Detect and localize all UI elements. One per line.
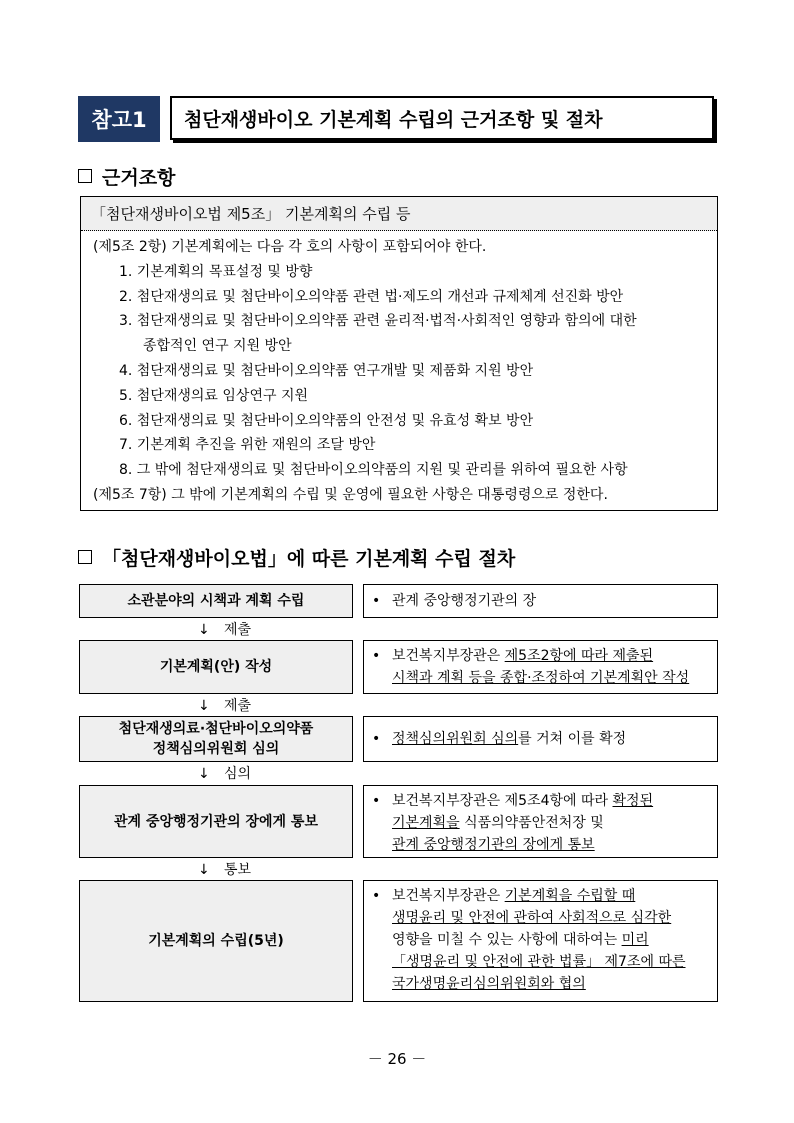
law-item: 5. 첨단재생의료 임상연구 지원 xyxy=(119,387,308,404)
step-label-line: 기본계획의 수립(5년) xyxy=(148,933,284,949)
plain-text: 영향을 미칠 수 있는 사항에 대하여는 xyxy=(392,932,622,948)
description-line xyxy=(392,790,713,812)
page-title-text: 첨단재생바이오 기본계획 수립의 근거조항 및 절차 xyxy=(184,108,603,131)
procedure-step-description xyxy=(363,640,718,694)
section-heading-basis xyxy=(78,163,175,189)
bullet-icon: • xyxy=(372,648,381,664)
page-number: － 26 － xyxy=(367,1050,427,1068)
underlined-text: 미리 xyxy=(621,932,649,948)
underlined-text: 확정된 xyxy=(612,793,654,809)
bullet-icon: • xyxy=(372,888,381,904)
flow-arrow xyxy=(198,696,251,716)
description-line xyxy=(392,885,713,907)
checkbox-square-icon xyxy=(78,550,92,564)
down-arrow-icon: ↓ xyxy=(198,622,210,638)
flow-arrow-label: 심의 xyxy=(224,766,252,782)
underlined-text: 정책심의위원회 심의 xyxy=(392,731,519,747)
description-line xyxy=(392,645,713,667)
section-heading-text: 근거조항 xyxy=(102,166,176,189)
law-item: 7. 기본계획 추진을 위한 재원의 조달 방안 xyxy=(119,437,376,454)
plain-text: 를 거쳐 이를 확정 xyxy=(518,731,627,747)
plain-text: 식품의약품안전처장 및 xyxy=(459,815,604,831)
procedure-step-label xyxy=(79,584,353,618)
description-line xyxy=(392,973,713,995)
procedure-step-description xyxy=(363,584,718,618)
plain-text: 보건복지부장관은 제5조4항에 따라 xyxy=(392,793,613,809)
step-label-line: 소관분야의 시책과 계획 수립 xyxy=(127,593,305,609)
page-title xyxy=(170,96,714,140)
step-label-line: 첨단재생의료·첨단바이오의약품 xyxy=(118,721,314,737)
description-line xyxy=(392,728,713,750)
procedure-step-label xyxy=(79,716,353,762)
flow-arrow xyxy=(198,620,251,640)
step-label-line: 기본계획(안) 작성 xyxy=(159,659,273,675)
plain-text: 보건복지부장관은 xyxy=(392,888,505,904)
clause-2-intro: (제5조 2항) 기본계획에는 다음 각 호의 사항이 포함되어야 한다. xyxy=(93,239,487,255)
underlined-text: 생명윤리 및 안전에 관하여 사회적으로 심각한 xyxy=(392,910,672,926)
down-arrow-icon: ↓ xyxy=(198,862,210,878)
underlined-text: 관계 중앙행정기관의 장에게 통보 xyxy=(392,837,595,853)
law-article-title xyxy=(81,197,717,231)
description-line xyxy=(392,667,713,689)
procedure-step-label xyxy=(79,640,353,694)
law-item: 3. 첨단재생의료 및 첨단바이오의약품 관련 윤리적·법적·사회적인 영향과 함의에 대한 xyxy=(119,313,637,330)
flow-arrow-label: 통보 xyxy=(224,862,252,878)
step-label-line: 관계 중앙행정기관의 장에게 통보 xyxy=(114,813,318,830)
description-line xyxy=(392,929,713,951)
bullet-icon: • xyxy=(372,593,381,609)
description-line xyxy=(392,590,713,612)
procedure-step-label xyxy=(79,880,353,1002)
law-article-title-text: 「첨단재생바이오법 제5조」 기본계획의 수립 등 xyxy=(91,205,411,223)
description-line xyxy=(392,907,713,929)
down-arrow-icon: ↓ xyxy=(198,698,210,714)
checkbox-square-icon xyxy=(78,169,92,183)
section-heading-text: 「첨단재생바이오법」에 따른 기본계획 수립 절차 xyxy=(102,547,516,570)
underlined-text: 기본계획을 xyxy=(392,815,460,831)
section-heading-procedure xyxy=(78,544,515,570)
reference-tag: 참고1 xyxy=(78,96,160,142)
down-arrow-icon: ↓ xyxy=(198,766,210,782)
procedure-step-description xyxy=(363,785,718,858)
flow-arrow xyxy=(198,764,251,784)
underlined-text: 기본계획을 수립할 때 xyxy=(504,888,636,904)
clause-7: (제5조 7항) 그 밖에 기본계획의 수립 및 운영에 필요한 사항은 대통령령으로 정한다. xyxy=(93,486,608,503)
plain-text: 관계 중앙행정기관의 장 xyxy=(392,593,537,609)
description-line xyxy=(392,812,713,834)
underlined-text: 시책과 계획 등을 종합·조정하여 기본계획안 작성 xyxy=(392,670,690,686)
flow-arrow-label: 제출 xyxy=(224,698,252,714)
procedure-step-description xyxy=(363,716,718,762)
law-item-continuation: 종합적인 연구 지원 방안 xyxy=(143,338,292,355)
bullet-icon: • xyxy=(372,793,381,809)
bullet-icon: • xyxy=(372,731,381,747)
law-article-body xyxy=(81,231,717,508)
plain-text: 보건복지부장관은 xyxy=(392,648,505,664)
underlined-text: 제5조2항에 따라 제출된 xyxy=(504,648,654,664)
law-article-box xyxy=(80,196,718,511)
procedure-step-description xyxy=(363,880,718,1002)
description-line xyxy=(392,951,713,973)
underlined-text: 「생명윤리 및 안전에 관한 법률」 제7조에 따른 xyxy=(392,954,686,970)
law-item: 6. 첨단재생의료 및 첨단바이오의약품의 안전성 및 유효성 확보 방안 xyxy=(119,412,534,429)
procedure-step-label xyxy=(79,785,353,858)
flow-arrow-label: 제출 xyxy=(224,622,252,638)
law-item: 8. 그 밖에 첨단재생의료 및 첨단바이오의약품의 지원 및 관리를 위하여 필요한 사항 xyxy=(119,462,628,479)
step-label-line: 정책심의위원회 심의 xyxy=(152,741,280,757)
law-item: 4. 첨단재생의료 및 첨단바이오의약품 연구개발 및 제품화 지원 방안 xyxy=(119,362,534,379)
flow-arrow xyxy=(198,860,251,880)
underlined-text: 국가생명윤리심의위원회와 협의 xyxy=(392,976,586,992)
law-item: 1. 기본계획의 목표설정 및 방향 xyxy=(119,263,313,280)
law-item: 2. 첨단재생의료 및 첨단바이오의약품 관련 법·제도의 개선과 규제체계 선진화 방안 xyxy=(119,288,624,305)
description-line xyxy=(392,834,713,856)
